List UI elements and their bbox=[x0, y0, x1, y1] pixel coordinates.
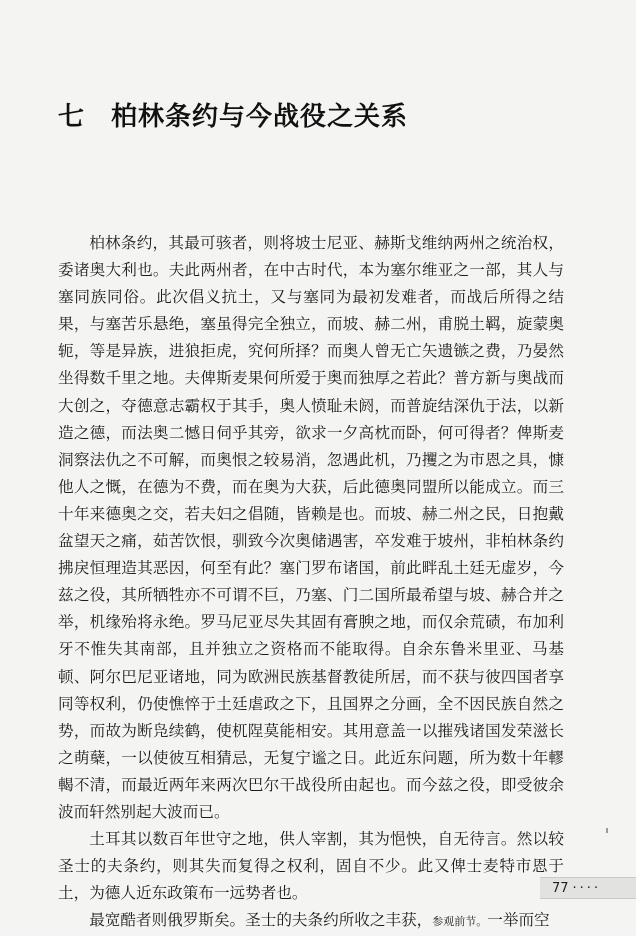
paragraph-3-text-after-note: 一举而空 bbox=[487, 911, 550, 930]
chapter-number: 七 bbox=[58, 102, 86, 132]
paragraph-2: 土耳其以数百年世守之地，供人宰割，其为悒怏，自无待言。然以较圣士的夫条约，则其失而复得之权利，固自不少。此又俾士麦特市恩于土，为德人近东政策布一远势者也。 bbox=[58, 830, 564, 903]
paragraph-3 bbox=[58, 907, 564, 935]
chapter-heading bbox=[58, 96, 408, 133]
cross-reference-note: 参观前节。 bbox=[432, 915, 488, 929]
page-number: 77 bbox=[552, 881, 569, 896]
page-number-dots: ···· bbox=[572, 881, 602, 896]
paragraph-1: 柏林条约，其最可骇者，则将坡士尼亚、赫斯戈维纳两州之统治权，委诸奥大利也。夫此两州者，在中古时代，本为塞尔维亚之一部，其人与塞同族同俗。此次倡义抗土，又与塞同为最初发难者，而战后所得之结果，与塞苦乐悬绝，塞虽得完全独立，而坡、赫二州，甫脱土羁，旋蒙奥轭，等是异族，进狼拒虎，究何所择？而奥人曾无亡矢遗镞之费，乃晏然坐得数千里之地。夫俾斯麦果何所爱于奥而独厚之若此？普方新与奥战而大创之，夺德意志霸权于其手，奥人愤耻未阏，而普旋结深仇于法，以新造之德，而法奥二憾日伺乎其旁，欲求一夕高枕而卧，何可得者？俾斯麦洞察法仇之不可解，而奥恨之较易消，忽遇此机，乃攫之为市恩之具，慷他人之慨，在德为不费，而在奥为大获，后此德奥同盟所以能成立。而三十年来德奥之交，若夫妇之倡随，皆赖是也。而坡、赫二州之民，日抱戴盆望天之痛，茹苦饮恨，驯致今次奥储遇害，卒发难于坡州，非柏林条约拂戾恒理造其恶因，何至有此？塞门罗布诸国，前此畔乱土廷无虚岁，今兹之役，其所牺牲亦不可谓不巨，乃塞、门二国所最希望与坡、赫合并之举，机缘殆将永绝。罗马尼亚尽失其固有膏腴之地，而仅余荒碛，布加利牙不惟失其南部，且并独立之资格而不能取得。自余东鲁米里亚、马基顿、阿尔巴尼亚诸地，同为欧洲民族基督教徒所居，而不获与彼四国者享同等权利，仍使憔悴于土廷虐政之下，且国界之分画，全不因民族自然之势，而故为断凫续鹤，使杌陧莫能相安。其用意盖一以摧残诸国发荣滋长之萌蘖，一以使彼互相猜忌，无复宁谧之日。此近东问题，所为数十年轇輵不清，而最近两年来两次巴尔干战役所由起也。而今兹之役，即受彼余波而轩然别起大波而已。 bbox=[58, 234, 564, 821]
scan-speck bbox=[606, 828, 608, 833]
paragraph-3-text-before-note: 最宽酷者则俄罗斯矣。圣士的夫条约所收之丰获， bbox=[89, 911, 433, 930]
page-number-tab bbox=[540, 877, 636, 899]
body-text bbox=[58, 230, 564, 935]
chapter-title: 柏林条约与今战役之关系 bbox=[111, 102, 409, 132]
